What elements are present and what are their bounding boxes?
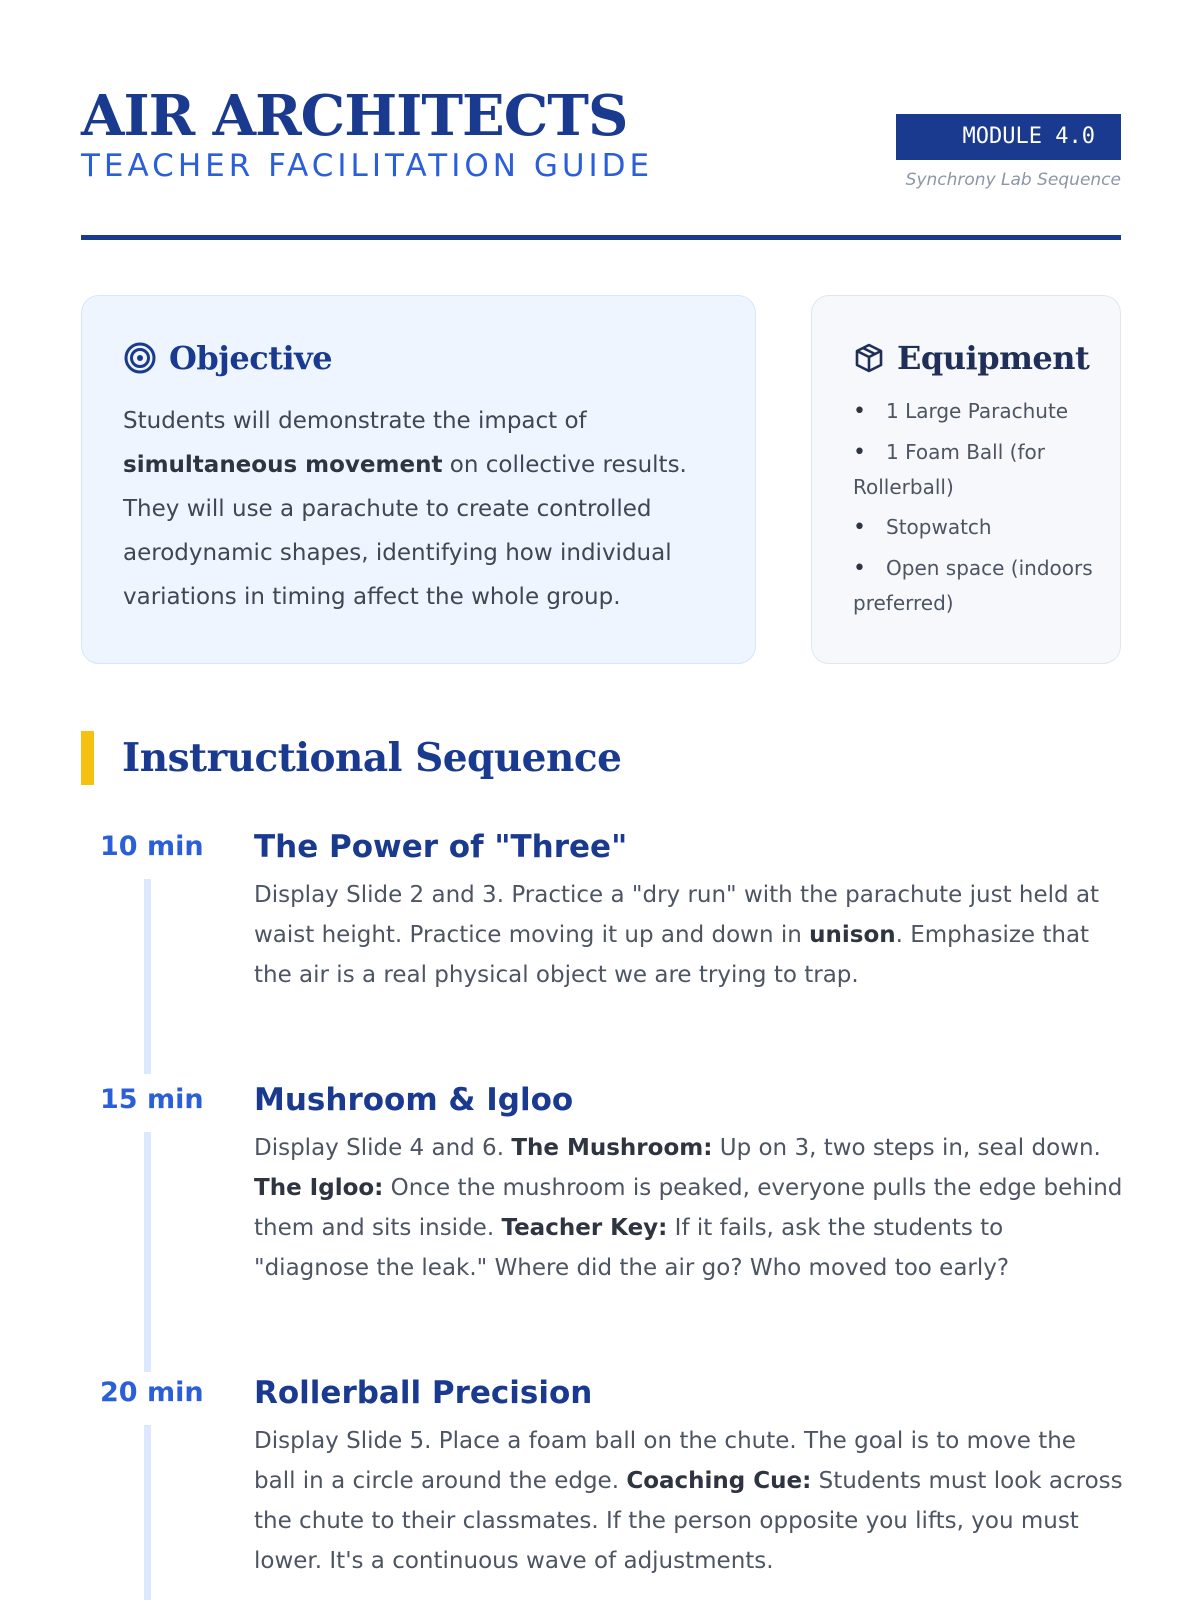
step-text: Display Slide 2 and 3. Practice a "dry run" with the parachute just held at waist height. Practice moving it up and down in <box>254 882 1100 948</box>
objective-card <box>81 295 756 664</box>
step-text: Once the mushroom is peaked, everyone pulls the edge behind them and sits inside. <box>254 1175 1123 1241</box>
box-icon <box>853 342 885 374</box>
step-text: Students must look across the chute to their classmates. If the person opposite you lifts, you must lower. It's a continuous wave of adjustments. <box>254 1468 1123 1574</box>
timeline-line <box>144 1425 151 1600</box>
objective-text <box>123 399 715 619</box>
step-emphasis: Coaching Cue: <box>626 1468 812 1494</box>
step-text: If it fails, ask the students to "diagnose the leak." Where did the air go? Who moved too early? <box>254 1215 1010 1281</box>
sequence-step <box>81 827 1121 1017</box>
sequence-step <box>81 1373 1121 1600</box>
step-title: Mushroom & Igloo <box>254 1082 574 1118</box>
sequence-step <box>81 1080 1121 1310</box>
step-description <box>254 875 1124 995</box>
equipment-item: • 1 Foam Ball (for Rollerball) <box>853 435 1100 504</box>
step-description <box>254 1128 1124 1288</box>
equipment-heading: Equipment <box>897 339 1090 377</box>
objective-text-part: Students will demonstrate the impact of <box>123 408 587 434</box>
objective-heading: Objective <box>169 339 333 377</box>
step-text: Up on 3, two steps in, seal down. <box>712 1135 1101 1161</box>
step-text: . Emphasize that the air is a real physical object we are trying to trap. <box>254 922 1090 988</box>
equipment-card <box>811 295 1121 664</box>
step-emphasis: unison <box>809 922 896 948</box>
page-header <box>81 84 1121 244</box>
equipment-item: • 1 Large Parachute <box>853 394 1100 429</box>
step-title: The Power of "Three" <box>254 829 628 865</box>
equipment-item: • Open space (indoors preferred) <box>853 551 1100 620</box>
page-title: AIR ARCHITECTS <box>81 83 628 149</box>
equipment-header <box>853 336 1100 380</box>
step-text: Display Slide 5. Place a foam ball on the chute. The goal is to move the ball in a circle around the edge. <box>254 1428 1076 1494</box>
timeline-line <box>144 879 151 1074</box>
objective-header <box>123 336 715 380</box>
step-duration: 10 min <box>100 831 204 862</box>
header-divider <box>81 235 1121 240</box>
page-subtitle: TEACHER FACILITATION GUIDE <box>81 148 654 184</box>
target-icon <box>123 341 157 375</box>
step-emphasis: Teacher Key: <box>501 1215 668 1241</box>
step-description <box>254 1421 1124 1581</box>
step-title: Rollerball Precision <box>254 1375 593 1411</box>
objective-text-part: on collective results. They will use a parachute to create controlled aerodynamic shapes, identifying how individual variations in timing affect the whole group. <box>123 452 687 610</box>
module-caption: Synchrony Lab Sequence <box>905 170 1121 190</box>
timeline-line <box>144 1132 151 1372</box>
equipment-item: • Stopwatch <box>853 510 1100 545</box>
sequence-header <box>81 731 621 785</box>
sequence-heading: Instructional Sequence <box>122 735 622 781</box>
step-duration: 20 min <box>100 1377 204 1408</box>
step-emphasis: The Igloo: <box>254 1175 384 1201</box>
step-duration: 15 min <box>100 1084 204 1115</box>
module-badge: MODULE 4.0 <box>896 114 1121 160</box>
step-emphasis: The Mushroom: <box>511 1135 713 1161</box>
section-accent-bar <box>81 731 94 785</box>
objective-text-emphasis: simultaneous movement <box>123 452 443 478</box>
equipment-list <box>853 394 1100 620</box>
step-text: Display Slide 4 and 6. <box>254 1135 512 1161</box>
